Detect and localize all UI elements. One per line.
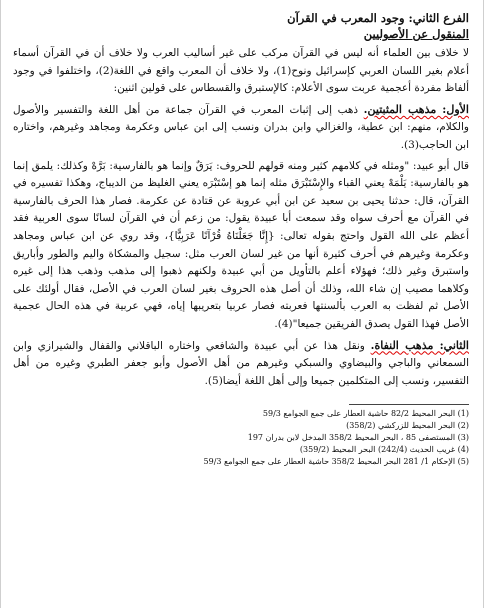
second-opinion-paragraph bbox=[13, 337, 469, 391]
footnote-item: (2) البحر المحيط للزركشي (358/2) bbox=[346, 421, 469, 431]
page-content bbox=[13, 10, 469, 602]
footnote-item: (3) المستصفى 85 ، البحر المحيط 358/2 المدخل لابن بدران 197 bbox=[247, 433, 469, 443]
intro-paragraph: لا خلاف بين العلماء أنه ليس في القرآن مركب على غير أساليب العرب ولا خلاف أن في القرآن أسماء أعلام بغير اللسان العربي كإسرائيل ونوح(1)، ولا خلاف أن المعرب واقع في اللغة(2)، واختلفوا في وجود ألفاظ مفردة أعجمية عربت سوى الأعلام: كالإستبرق والقسطاس على قولين اثنين: bbox=[13, 47, 469, 95]
subsection-heading: المنقول عن الأصوليين bbox=[363, 27, 469, 41]
first-opinion-paragraph bbox=[13, 101, 469, 155]
second-opinion-body: ونقل هذا عن أبي عبيدة والشافعي واختاره الباقلاني والقفال والشيرازي وابن السمعاني والباجي والبيضاوي والسبكي وغيرهم من أهل الأصول وأبو جعفر الطبري وغيره من أهل التفسير، ونسب إلى المتكلمين جميعا وإلى أهل اللغة أيضا(5). bbox=[13, 339, 469, 387]
first-opinion-body: ذهب إلى إثبات المعرب في القرآن جماعة من أهل اللغة والتفسير والأصول والكلام، منهم: ابن عطية، والغزالي وابن بدران ونسب إلى ابن عباس وعكرمة ومجاهد وغيرهم، واختاره ابن الحاجب(3). bbox=[13, 103, 469, 151]
footnote-item: (5) الإحكام 1/ 281 البحر المحيط 358/2 حاشية العطار على جمع الجوامع 59/3 bbox=[203, 457, 469, 467]
footnotes-list bbox=[13, 408, 469, 468]
first-opinion-lead: الأول: مذهب المثبتين. bbox=[363, 102, 469, 116]
second-opinion-lead: الثاني: مذهب النفاة. bbox=[370, 338, 469, 352]
footnote-item: (4) غريب الحديث (242/4) البحر المحيط (359/2) bbox=[299, 445, 469, 455]
section-heading: الفرع الثاني: وجود المعرب في القرآن bbox=[287, 11, 469, 25]
abu-ubaid-quote-paragraph: قال أبو عبيد: "ومثله في كلامهم كثير ومنه قولهم للحروف: يَرَقٌ وإنما هو بالفارسية: بَرَّهْ وكذلك: يلمق إنما هو بالفارسية: يَلْمَهْ يعني القباء والإِسْتَبْرَق مثله إنما هو إسْتَبْرَه يعني الغليظ من الديباج، وهكذا تفسيره في القرآن، قال: حدثنا يحيى بن سعيد عن ابن أبي عروبة عن قتادة عن عكرمة. فصار هذا الحرف بالفارسية في القرآن مع أحرف سواه وقد سمعت أبا عبيدة يقول: من زعم أن في القرآن لسانًا سوى العربية فقد أعظم على الله القول واحتج بقوله تعالى: {إِنَّا جَعَلْنَاهُ قُرْآنًا عَرَبِيًّا}، وقد روي عن ابن عباس ومجاهد وعكرمة وغيرهم في أحرف كثيرة أنها من غير لسان العرب مثل: سجيل والمشكاة واليم والطور وأباريق واستبرق وغير ذلك؛ فهؤلاء أعلم بالتأويل من أبي عبيدة ولكنهم ذهبوا إلى مذهب وذهب هذا إلى غيره وكلاهما مصيب إن شاء الله، وذلك أن أصل هذه الحروف بغير لسان العرب في الأصل، فقال أولئك على الأصل ثم لفظت به العرب بألسنتها فعربته فصار عربيا بتعريبها إياه، فهي عربية في هذه الحال عجمية الأصل فهذا القول يصدق الفريقين جميعا"(4). bbox=[13, 159, 469, 330]
footnote-separator bbox=[349, 404, 469, 405]
footnote-item: (1) البحر المحيط 82/2 حاشية العطار على جمع الجوامع 59/3 bbox=[262, 409, 469, 419]
